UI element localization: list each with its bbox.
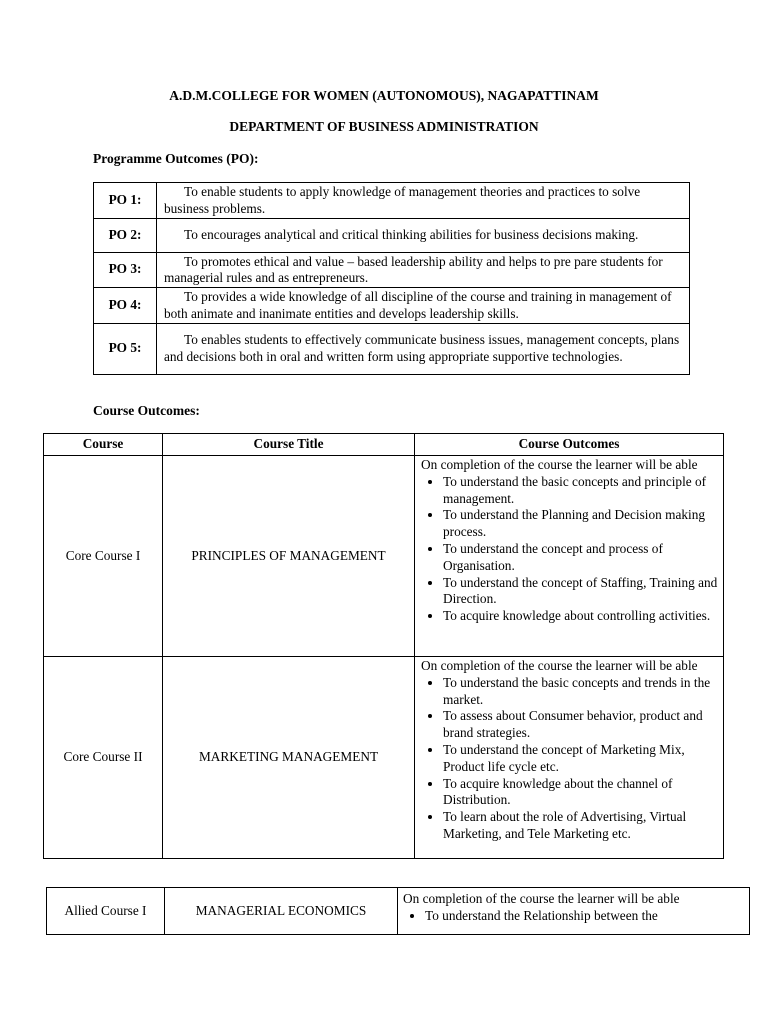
column-header-course: Course — [44, 434, 163, 456]
po-text: To enables students to effectively communicate business issues, management concepts, plans and decisions both in oral and written form using appropriate supportive technologies. — [164, 332, 680, 365]
outcome-item: • To understand the concept and process of Organisation. — [443, 541, 719, 575]
po-row — [94, 288, 690, 324]
outcome-item: • To learn about the role of Advertising, Virtual Marketing, and Tele Marketing etc. — [443, 809, 719, 843]
po-row — [94, 218, 690, 252]
column-header-outcomes: Course Outcomes — [415, 434, 724, 456]
outcome-item: • To acquire knowledge about the channel of Distribution. — [443, 776, 719, 810]
po-id: PO 5: — [94, 323, 157, 374]
course-title: PRINCIPLES OF MANAGEMENT — [163, 456, 415, 657]
course-title: MARKETING MANAGEMENT — [163, 657, 415, 859]
table-row — [47, 888, 750, 935]
college-title: A.D.M.COLLEGE FOR WOMEN (AUTONOMOUS), NAGAPATTINAM — [169, 88, 599, 103]
course-outcomes-table-continued — [46, 887, 750, 935]
course-outcome-cell — [415, 456, 724, 657]
outcome-list — [421, 675, 719, 843]
po-row — [94, 183, 690, 219]
outcome-intro: On completion of the course the learner will be able — [421, 658, 698, 673]
table-row — [44, 657, 724, 859]
outcome-item: • To assess about Consumer behavior, product and brand strategies. — [443, 708, 719, 742]
outcome-item: • To understand the concept of Marketing Mix, Product life cycle etc. — [443, 742, 719, 776]
po-text: To enable students to apply knowledge of management theories and practices to solve business problems. — [164, 184, 641, 216]
outcome-intro: On completion of the course the learner will be able — [403, 891, 680, 906]
outcome-intro: On completion of the course the learner will be able — [421, 457, 698, 472]
outcome-item: • To understand the concept of Staffing, Training and Direction. — [443, 575, 719, 609]
programme-outcomes-label: Programme Outcomes (PO): — [93, 151, 259, 166]
outcome-list — [403, 908, 745, 925]
course-name: Allied Course I — [47, 888, 165, 935]
table-row — [44, 456, 724, 657]
course-outcome-cell — [415, 657, 724, 859]
outcome-item: • To understand the basic concepts and principle of management. — [443, 474, 719, 508]
po-id: PO 2: — [94, 218, 157, 252]
outcome-item: • To understand the basic concepts and trends in the market. — [443, 675, 719, 709]
course-outcome-cell — [398, 888, 750, 935]
table-header-row — [44, 434, 724, 456]
programme-outcomes-table — [93, 182, 690, 375]
po-text: To encourages analytical and critical thinking abilities for business decisions making. — [184, 227, 639, 243]
po-text: To promotes ethical and value – based leadership ability and helps to pre pare students for managerial rules and as entrepreneurs. — [164, 253, 663, 286]
po-id: PO 4: — [94, 288, 157, 324]
outcome-item: • To understand the Planning and Decision making process. — [443, 507, 719, 541]
course-name: Core Course I — [44, 456, 163, 657]
po-id: PO 3: — [94, 252, 157, 288]
course-name: Core Course II — [44, 657, 163, 859]
po-id: PO 1: — [94, 183, 157, 219]
course-outcomes-label: Course Outcomes: — [93, 403, 200, 418]
po-row — [94, 323, 690, 374]
outcome-item: • To acquire knowledge about controlling activities. — [443, 608, 719, 625]
outcome-item: • To understand the Relationship between the — [425, 908, 745, 925]
po-row — [94, 252, 690, 288]
outcome-list — [421, 474, 719, 625]
po-text: To provides a wide knowledge of all discipline of the course and training in management of both animate and inanimate entities and develops leadership skills. — [164, 289, 672, 321]
column-header-title: Course Title — [163, 434, 415, 456]
course-outcomes-table — [43, 433, 724, 859]
department-title: DEPARTMENT OF BUSINESS ADMINISTRATION — [229, 119, 539, 134]
course-title: MANAGERIAL ECONOMICS — [165, 888, 398, 935]
